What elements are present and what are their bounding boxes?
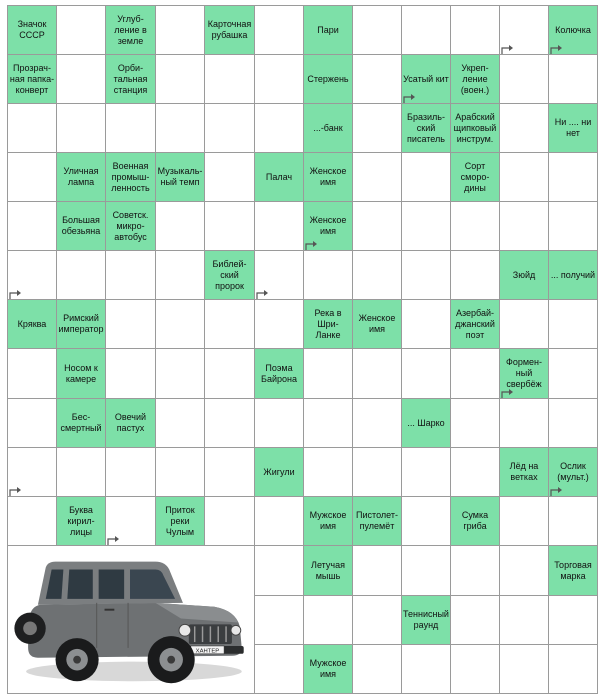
answer-cell[interactable] xyxy=(548,398,598,448)
answer-cell[interactable] xyxy=(548,644,598,694)
answer-cell[interactable] xyxy=(499,496,549,546)
answer-cell[interactable] xyxy=(401,5,451,55)
answer-cell[interactable] xyxy=(352,54,402,104)
answer-cell[interactable] xyxy=(401,250,451,300)
clue-cell xyxy=(450,496,500,546)
answer-cell[interactable] xyxy=(548,299,598,349)
clue-cell xyxy=(303,545,353,596)
answer-cell[interactable] xyxy=(450,5,500,55)
clue-text: Большая обезьяна xyxy=(61,215,101,236)
clue-cell xyxy=(254,152,304,202)
clue-cell xyxy=(548,545,598,596)
answer-cell[interactable] xyxy=(105,496,156,546)
clue-text: Прозрачная папка-конверт xyxy=(9,62,55,95)
answer-cell[interactable] xyxy=(548,496,598,546)
arrow-up-right-icon xyxy=(499,40,513,54)
answer-cell[interactable] xyxy=(401,348,451,399)
answer-cell[interactable] xyxy=(204,103,255,153)
answer-cell[interactable] xyxy=(499,201,549,251)
answer-cell[interactable] xyxy=(7,447,57,497)
answer-cell[interactable] xyxy=(254,496,304,546)
clue-text: Летучая мышь xyxy=(311,559,345,581)
clue-cell xyxy=(548,250,598,300)
answer-cell[interactable] xyxy=(352,595,402,645)
clue-cell xyxy=(450,299,500,349)
clue-text: Женское имя xyxy=(358,313,396,334)
clue-cell xyxy=(401,398,451,448)
answer-cell[interactable] xyxy=(7,496,57,546)
answer-cell[interactable] xyxy=(548,201,598,251)
arrow-up-right-icon xyxy=(7,285,21,299)
clue-text: Орбитальная станция xyxy=(113,62,148,95)
clue-cell xyxy=(303,299,353,349)
answer-cell[interactable] xyxy=(499,5,549,55)
answer-cell[interactable] xyxy=(303,447,353,497)
clue-cell xyxy=(204,5,255,55)
clue-cell xyxy=(7,54,57,104)
answer-cell[interactable] xyxy=(254,250,304,300)
answer-cell[interactable] xyxy=(56,5,106,55)
answer-cell[interactable] xyxy=(401,447,451,497)
arrow-up-right-icon xyxy=(303,236,317,250)
answer-cell[interactable] xyxy=(548,152,598,202)
clue-text: Кряква xyxy=(17,318,47,329)
clue-text: Женское имя xyxy=(309,215,347,236)
clue-text: Ни .... ни нет xyxy=(554,117,592,138)
answer-cell[interactable] xyxy=(401,644,451,694)
clue-text: Сумка гриба xyxy=(461,510,489,531)
answer-cell[interactable] xyxy=(155,54,205,104)
answer-cell[interactable] xyxy=(401,299,451,349)
clue-text: Азербайджанский поэт xyxy=(455,307,495,340)
answer-cell[interactable] xyxy=(499,545,549,596)
answer-cell[interactable] xyxy=(548,595,598,645)
clue-text: Буква кириллицы xyxy=(67,504,95,537)
answer-cell[interactable] xyxy=(303,398,353,448)
clue-cell xyxy=(56,299,106,349)
clue-text: Поэма Байрона xyxy=(261,362,297,384)
answer-cell[interactable] xyxy=(303,348,353,399)
clue-cell xyxy=(352,496,402,546)
answer-cell[interactable] xyxy=(254,644,304,694)
clue-text: Бразильский писатель xyxy=(407,111,445,144)
answer-cell[interactable] xyxy=(155,250,205,300)
clue-cell xyxy=(105,5,156,55)
answer-cell[interactable] xyxy=(105,447,156,497)
answer-cell[interactable] xyxy=(254,299,304,349)
answer-cell[interactable] xyxy=(352,348,402,399)
answer-cell[interactable] xyxy=(352,545,402,596)
answer-cell[interactable] xyxy=(254,595,304,645)
answer-cell[interactable] xyxy=(450,545,500,596)
clue-cell xyxy=(401,54,451,104)
arrow-up-right-icon xyxy=(254,285,268,299)
clue-text: Римский император xyxy=(58,313,104,334)
answer-cell[interactable] xyxy=(105,103,156,153)
answer-cell[interactable] xyxy=(352,644,402,694)
answer-cell[interactable] xyxy=(352,447,402,497)
clue-text: ... получий xyxy=(550,269,596,280)
clue-text: Мужское имя xyxy=(309,510,347,531)
answer-cell[interactable] xyxy=(7,201,57,251)
clue-cell xyxy=(7,299,57,349)
clue-text: Арабский щипковый инструм. xyxy=(453,111,497,144)
answer-cell[interactable] xyxy=(56,103,106,153)
clue-cell xyxy=(548,5,598,55)
answer-cell[interactable] xyxy=(352,398,402,448)
clue-text: ... Шарко xyxy=(407,417,445,428)
clue-text: Теннисный раунд xyxy=(403,609,449,630)
answer-cell[interactable] xyxy=(450,201,500,251)
clue-cell xyxy=(254,447,304,497)
clue-cell xyxy=(254,348,304,399)
clue-cell xyxy=(56,152,106,202)
clue-text: Библейский пророк xyxy=(212,258,247,291)
answer-cell[interactable] xyxy=(401,152,451,202)
clue-text: Лёд на ветках xyxy=(509,461,539,482)
answer-cell[interactable] xyxy=(204,299,255,349)
clue-text: Стержень xyxy=(307,73,349,84)
answer-cell[interactable] xyxy=(450,595,500,645)
clue-cell xyxy=(548,103,598,153)
arrow-up-right-icon xyxy=(548,40,562,54)
answer-cell[interactable] xyxy=(254,545,304,596)
clue-text: Женское имя xyxy=(309,166,347,187)
answer-cell[interactable] xyxy=(450,644,500,694)
clue-cell xyxy=(303,103,353,153)
answer-cell[interactable] xyxy=(450,348,500,399)
answer-cell[interactable] xyxy=(499,152,549,202)
clue-cell xyxy=(401,103,451,153)
clue-cell xyxy=(303,152,353,202)
clue-cell xyxy=(303,201,353,251)
clue-cell xyxy=(450,103,500,153)
answer-cell[interactable] xyxy=(352,201,402,251)
answer-cell[interactable] xyxy=(56,54,106,104)
answer-cell[interactable] xyxy=(105,348,156,399)
clue-text: Усатый кит xyxy=(403,73,449,84)
answer-cell[interactable] xyxy=(7,152,57,202)
suv-illustration xyxy=(8,546,254,693)
clue-text: Углубление в земле xyxy=(114,13,147,46)
answer-cell[interactable] xyxy=(204,54,255,104)
clue-cell xyxy=(7,5,57,55)
clue-cell xyxy=(105,398,156,448)
answer-cell[interactable] xyxy=(204,152,255,202)
clue-cell xyxy=(499,447,549,497)
clue-text: Река в Шри-Ланке xyxy=(314,307,342,340)
clue-cell xyxy=(548,447,598,497)
answer-cell[interactable] xyxy=(204,496,255,546)
clue-text: ...-банк xyxy=(313,122,343,133)
clue-cell xyxy=(303,54,353,104)
clue-text: Музыкальный темп xyxy=(157,166,203,187)
answer-cell[interactable] xyxy=(401,545,451,596)
answer-cell[interactable] xyxy=(352,5,402,55)
clue-cell xyxy=(303,644,353,694)
clue-cell xyxy=(499,250,549,300)
answer-cell[interactable] xyxy=(7,348,57,399)
answer-cell[interactable] xyxy=(204,447,255,497)
clue-text: Зюйд xyxy=(512,269,536,280)
answer-cell[interactable] xyxy=(352,103,402,153)
clue-cell xyxy=(155,496,205,546)
clue-cell xyxy=(303,5,353,55)
clue-cell xyxy=(56,348,106,399)
answer-cell[interactable] xyxy=(548,54,598,104)
answer-cell[interactable] xyxy=(56,447,106,497)
clue-text: Карточная рубашка xyxy=(207,19,252,40)
clue-cell xyxy=(105,152,156,202)
answer-cell[interactable] xyxy=(352,250,402,300)
clue-cell xyxy=(56,496,106,546)
answer-cell[interactable] xyxy=(254,103,304,153)
car-photo xyxy=(7,545,255,694)
arrow-up-right-icon xyxy=(7,482,21,496)
clue-cell xyxy=(105,201,156,251)
answer-cell[interactable] xyxy=(155,398,205,448)
answer-cell[interactable] xyxy=(7,103,57,153)
clue-cell xyxy=(105,54,156,104)
answer-cell[interactable] xyxy=(204,201,255,251)
clue-cell xyxy=(352,299,402,349)
answer-cell[interactable] xyxy=(105,299,156,349)
answer-cell[interactable] xyxy=(303,250,353,300)
arrow-up-right-icon xyxy=(401,89,415,103)
answer-cell[interactable] xyxy=(499,103,549,153)
clue-text: Пистолет-пулемёт xyxy=(356,510,398,531)
answer-cell[interactable] xyxy=(499,595,549,645)
answer-cell[interactable] xyxy=(499,54,549,104)
clue-cell xyxy=(401,595,451,645)
clue-cell xyxy=(303,496,353,546)
plate-label: ХАНТЕР xyxy=(195,648,220,655)
clue-cell xyxy=(155,152,205,202)
answer-cell[interactable] xyxy=(254,54,304,104)
clue-cell xyxy=(204,250,255,300)
clue-text: Сорт смородины xyxy=(460,160,490,193)
answer-cell[interactable] xyxy=(7,398,57,448)
arrow-up-right-icon xyxy=(548,482,562,496)
clue-text: Торговая марка xyxy=(554,559,592,581)
clue-text: Колючка xyxy=(555,24,591,35)
clue-text: Носом к камере xyxy=(64,362,98,384)
answer-cell[interactable] xyxy=(548,348,598,399)
answer-cell[interactable] xyxy=(7,250,57,300)
answer-cell[interactable] xyxy=(204,348,255,399)
arrow-up-right-icon xyxy=(105,531,119,545)
clue-text: Приток реки Чулым xyxy=(165,504,195,537)
clue-text: Овечий пастух xyxy=(114,412,147,433)
arrow-up-right-icon xyxy=(499,384,513,398)
answer-cell[interactable] xyxy=(155,348,205,399)
answer-cell[interactable] xyxy=(56,250,106,300)
answer-cell[interactable] xyxy=(155,201,205,251)
answer-cell[interactable] xyxy=(254,201,304,251)
answer-cell[interactable] xyxy=(450,447,500,497)
answer-cell[interactable] xyxy=(155,103,205,153)
clue-text: Бессмертный xyxy=(60,412,102,433)
clue-text: Советск. микроавтобус xyxy=(112,209,149,242)
clue-text: Уличная лампа xyxy=(63,166,99,187)
answer-cell[interactable] xyxy=(401,201,451,251)
answer-cell[interactable] xyxy=(450,398,500,448)
answer-cell[interactable] xyxy=(254,5,304,55)
clue-text: Ослик (мульт.) xyxy=(557,461,589,482)
clue-text: Военная промышленность xyxy=(111,160,150,193)
answer-cell[interactable] xyxy=(105,250,156,300)
answer-cell[interactable] xyxy=(499,299,549,349)
answer-cell[interactable] xyxy=(401,496,451,546)
answer-cell[interactable] xyxy=(155,299,205,349)
answer-cell[interactable] xyxy=(155,5,205,55)
answer-cell[interactable] xyxy=(352,152,402,202)
answer-cell[interactable] xyxy=(303,595,353,645)
clue-cell xyxy=(56,201,106,251)
clue-cell xyxy=(450,54,500,104)
answer-cell[interactable] xyxy=(499,398,549,448)
clue-text: Укрепление (воен.) xyxy=(460,62,490,95)
clue-cell xyxy=(450,152,500,202)
answer-cell[interactable] xyxy=(155,447,205,497)
answer-cell[interactable] xyxy=(450,250,500,300)
clue-text: Значок СССР xyxy=(17,19,47,40)
clue-cell xyxy=(499,348,549,399)
clue-text: Жигули xyxy=(263,466,295,477)
clue-text: Форменный свербёж xyxy=(505,357,543,389)
clue-cell xyxy=(56,398,106,448)
clue-text: Мужское имя xyxy=(309,658,347,679)
answer-cell[interactable] xyxy=(499,644,549,694)
answer-cell[interactable] xyxy=(254,398,304,448)
clue-text: Палач xyxy=(265,171,293,182)
answer-cell[interactable] xyxy=(204,398,255,448)
clue-text: Пари xyxy=(317,24,339,35)
